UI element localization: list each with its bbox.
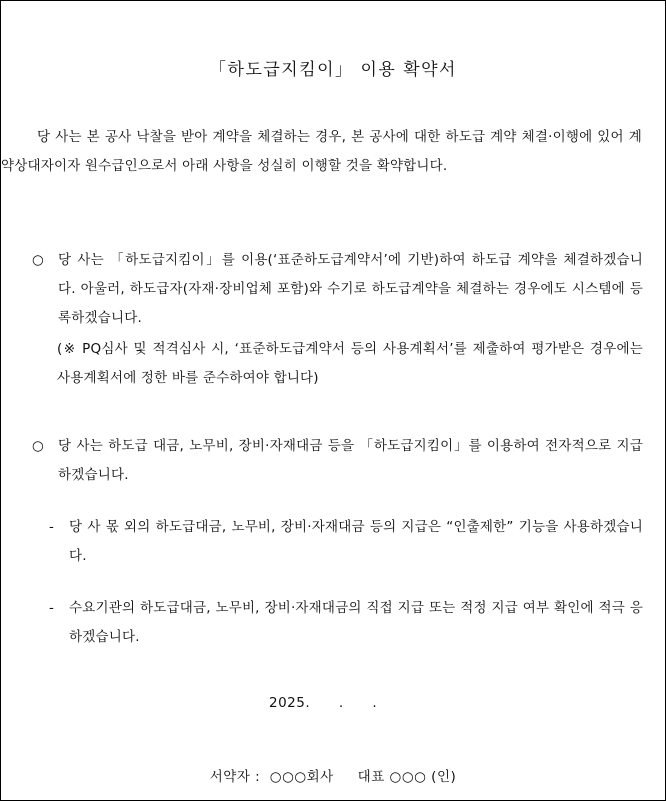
- pledge-item-2-text: 당 사는 하도급 대금, 노무비, 장비·자재대금 등을 「하도급지킴이」를 이용하여 전자적으로 지급하겠습니다.: [58, 438, 643, 483]
- pledge-subitem-1-text: 당 사 몫 외의 하도급대금, 노무비, 장비·자재대금 등의 지급은 “인출제한” 기능을 사용하겠습니다.: [69, 519, 643, 564]
- circle-bullet-icon: ○: [32, 252, 44, 268]
- pledge-item-2: [32, 432, 643, 490]
- date-line: 2025. . .: [269, 695, 378, 711]
- pledge-subitem-2: [49, 594, 643, 652]
- document-title: 「하도급지킴이」 이용 확약서: [209, 60, 457, 80]
- pledge-item-1-note: (※ PQ심사 및 적격심사 시, ‘표준하도급계약서 등의 사용계획서’를 제출하여 평가받은 경우에는 사용계획서에 정한 바를 준수하여야 합니다): [57, 341, 643, 386]
- intro-paragraph: 당 사는 본 공사 낙찰을 받아 계약을 체결하는 경우, 본 공사에 대한 하도급 계약 체결·이행에 있어 계약상대자이자 원수급인으로서 아래 사항을 성실히 이행할 것을 확약합니다.: [1, 129, 642, 174]
- circle-bullet-icon: ○: [32, 438, 44, 454]
- dash-bullet-icon: -: [49, 519, 54, 535]
- pledge-item-1-text: 당 사는 「하도급지킴이」를 이용(‘표준하도급계약서’에 기반)하여 하도급 계약을 체결하겠습니다. 아울러, 하도급자(자재·장비업체 포함)와 수기로 하도급계약을 체결하는 경우에도 시스템에 등록하겠습니다.: [58, 252, 643, 326]
- dash-bullet-icon: -: [49, 600, 54, 616]
- signature-line: 서약자 : ○○○회사 대표 ○○○ (인): [209, 769, 457, 785]
- pledge-item-1: [32, 246, 643, 333]
- pledge-subitem-2-text: 수요기관의 하도급대금, 노무비, 장비·자재대금의 직접 지급 또는 적정 지급 여부 확인에 적극 응하겠습니다.: [69, 600, 643, 645]
- pledge-subitem-1: [49, 513, 643, 571]
